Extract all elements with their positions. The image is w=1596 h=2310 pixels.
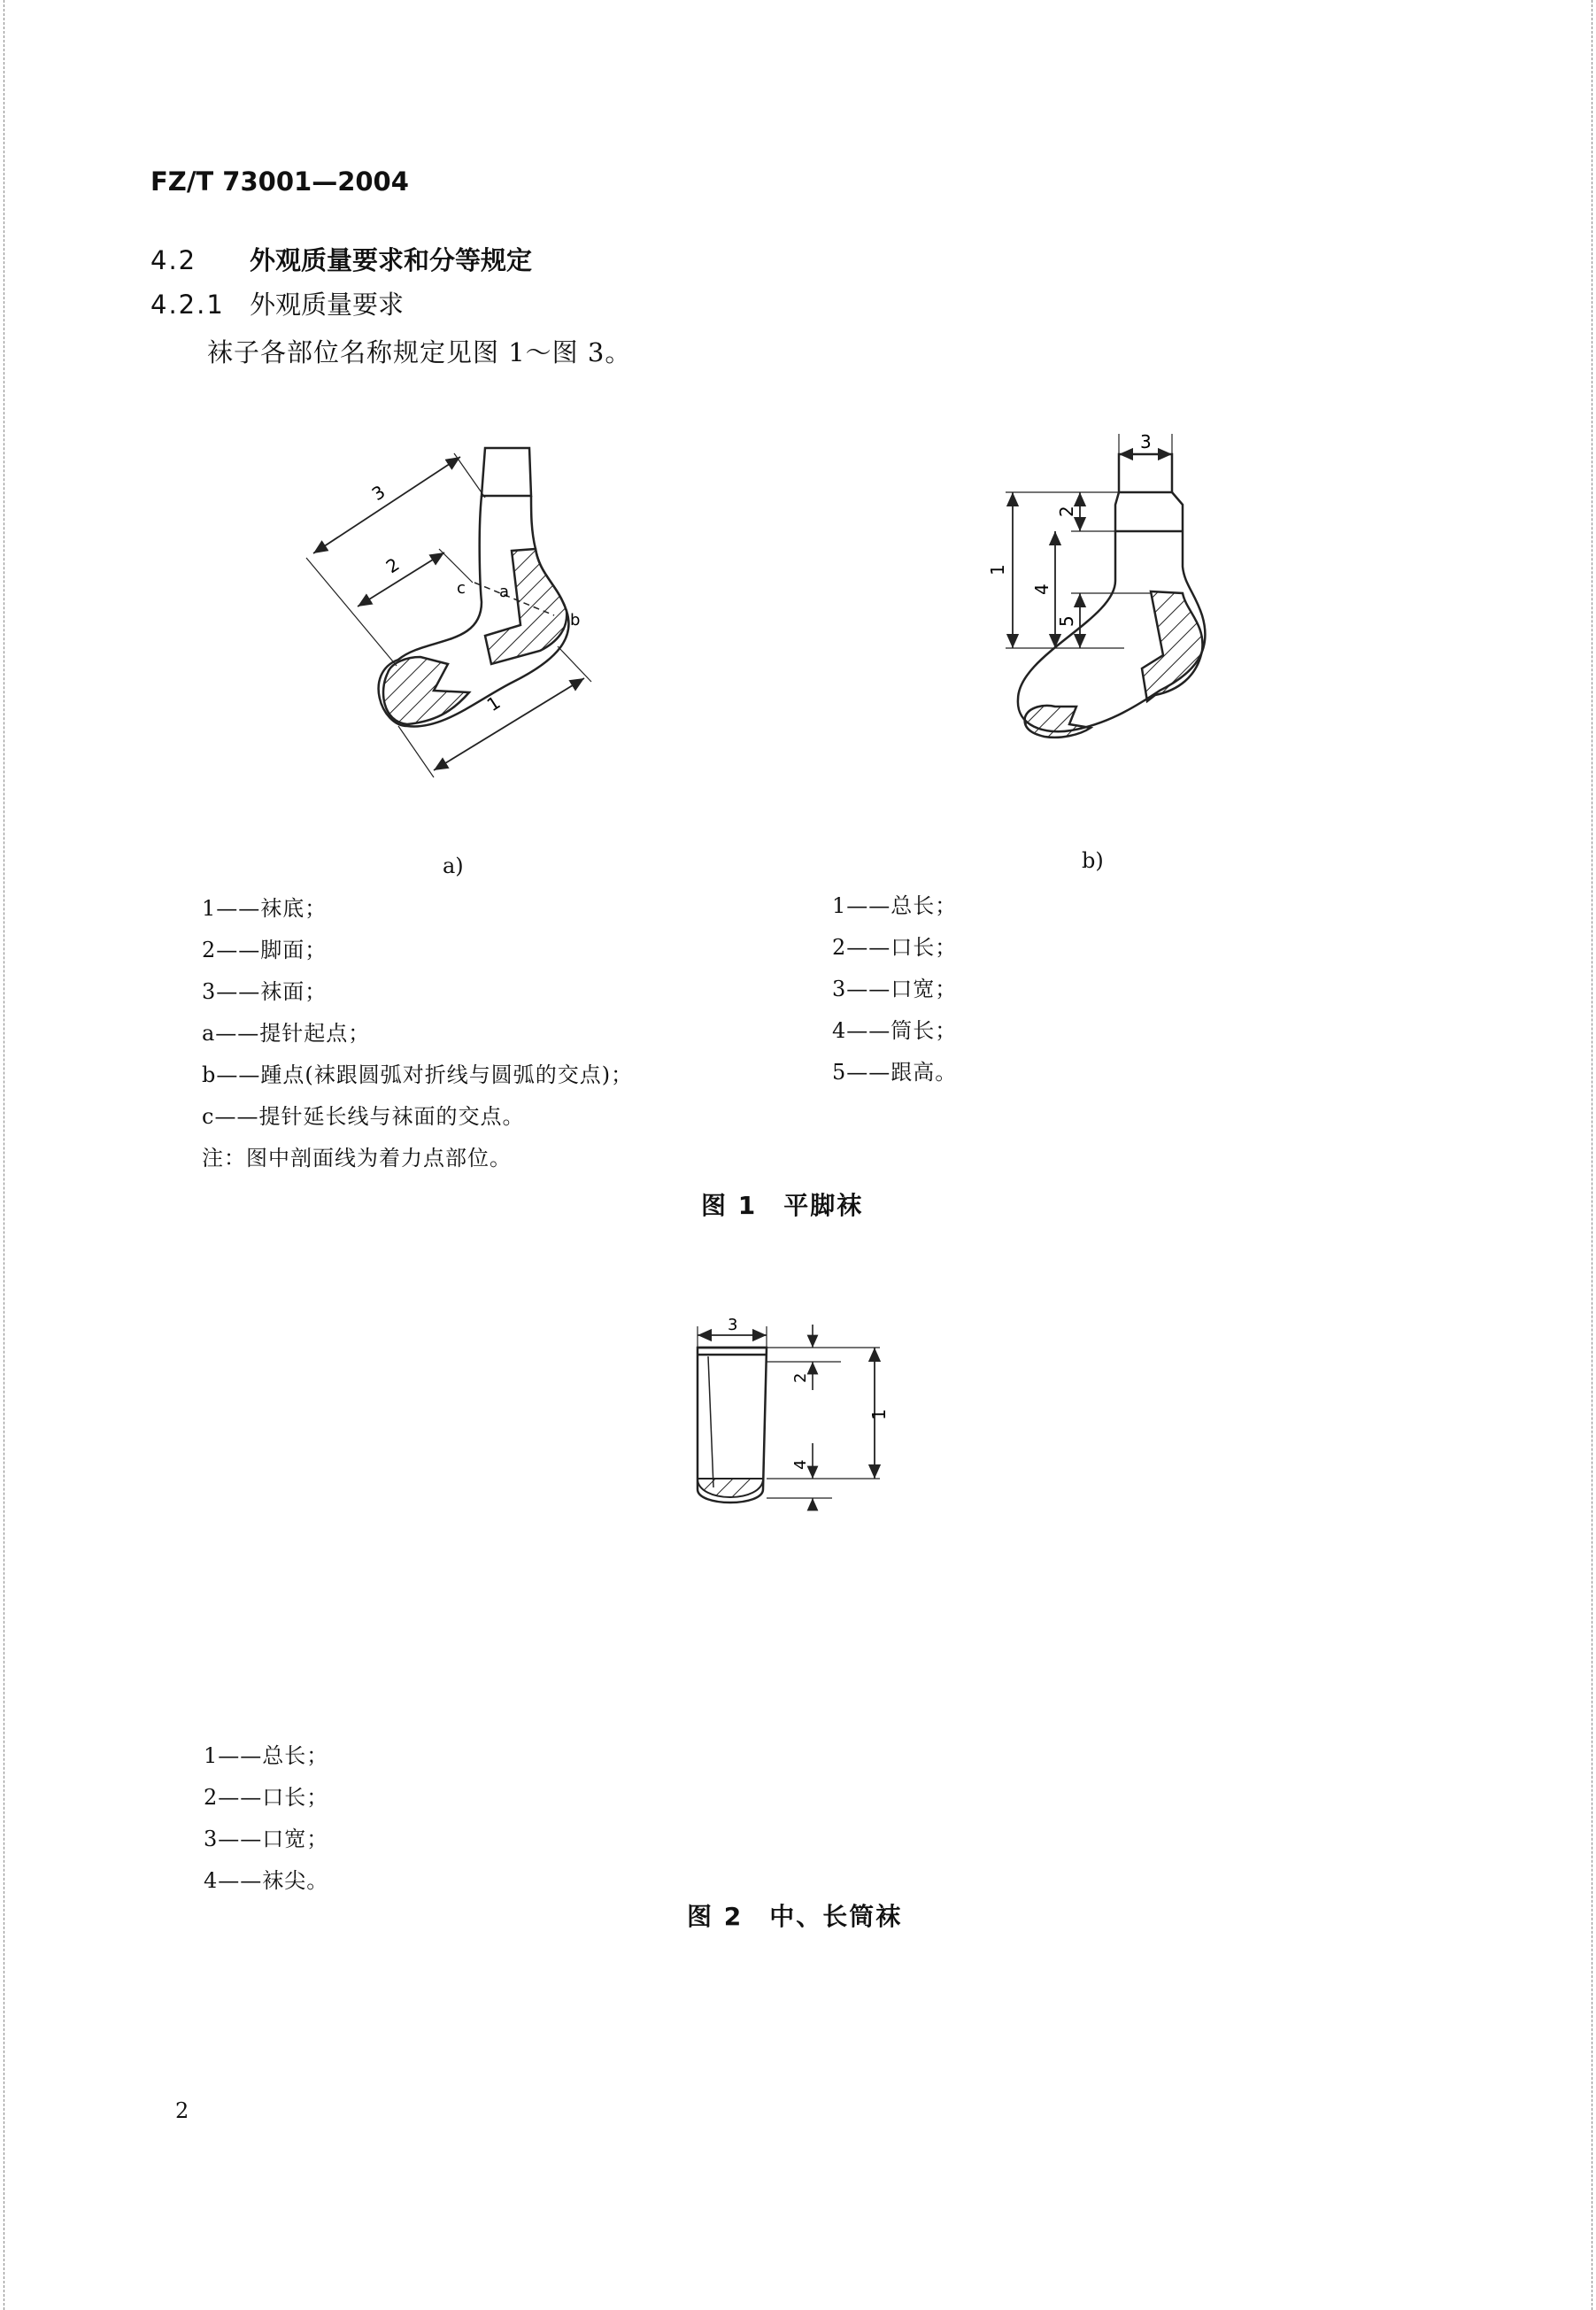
- figure-1b-legend: [832, 885, 957, 1093]
- figure-2-caption: 图 2 中、长筒袜: [687, 1902, 903, 1931]
- figure-1b-sock-diagram: [974, 425, 1239, 779]
- dim-label-2: 2: [382, 553, 404, 578]
- point-label-c: c: [457, 579, 466, 598]
- legend-item: b——踵点(袜跟圆弧对折线与圆弧的交点)；: [202, 1062, 634, 1087]
- dim-label-1: 1: [987, 564, 1008, 576]
- dim-label-2: 2: [1056, 506, 1077, 517]
- dim-label-5: 5: [1056, 615, 1077, 627]
- legend-item: 4——筒长；: [832, 1018, 958, 1043]
- section-4-2-heading: [150, 241, 532, 277]
- legend-item: 4——袜尖。: [204, 1868, 329, 1893]
- legend-item: a——提针起点；: [202, 1021, 371, 1046]
- figure-2-legend: [204, 1735, 328, 1902]
- legend-item: 2——口长；: [832, 935, 958, 960]
- page-number: 2: [175, 2098, 189, 2123]
- dim-label-3: 3: [1140, 431, 1152, 452]
- right-page-edge: [1592, 0, 1593, 2310]
- section-number: 4.2: [150, 245, 197, 275]
- dim-label-3: 3: [367, 481, 389, 506]
- section-number: 4.2.1: [150, 290, 225, 320]
- legend-item: 2——口长；: [204, 1785, 329, 1810]
- legend-item: 3——口宽；: [204, 1827, 329, 1851]
- legend-item: 1——总长；: [832, 893, 958, 918]
- figure-1-caption: 图 1 平脚袜: [701, 1191, 864, 1220]
- dim-label-1: 1: [868, 1409, 890, 1420]
- legend-item: 1——总长；: [204, 1743, 329, 1768]
- legend-item: 3——口宽；: [832, 977, 958, 1001]
- legend-item: 2——脚面；: [202, 938, 328, 962]
- figure-note: 注：图中剖面线为着力点部位。: [202, 1146, 512, 1170]
- section-title: 外观质量要求和分等规定: [250, 245, 533, 275]
- point-label-a: a: [499, 583, 510, 601]
- intro-paragraph: 袜子各部位名称规定见图 1～图 3。: [207, 337, 632, 367]
- section-4-2-1-heading: [150, 285, 404, 321]
- legend-item: 1——袜底；: [202, 896, 328, 921]
- dim-label-4: 4: [1031, 583, 1052, 595]
- standard-code: FZ/T 73001—2004: [150, 166, 409, 197]
- figure-1a-sock-diagram: [292, 425, 628, 806]
- figure-1a-label: a): [443, 854, 464, 878]
- figure-1b-label: b): [1082, 848, 1104, 873]
- legend-item: 3——袜面；: [202, 979, 328, 1004]
- legend-item: c——提针延长线与袜面的交点。: [202, 1104, 525, 1129]
- left-page-edge: [4, 0, 5, 2310]
- dim-label-1: 1: [482, 691, 505, 716]
- legend-item: 5——跟高。: [832, 1060, 958, 1085]
- dim-label-4: 4: [791, 1459, 810, 1470]
- dim-label-3: 3: [728, 1316, 738, 1334]
- figure-1a-legend: [202, 888, 633, 1179]
- point-label-b: b: [570, 611, 581, 630]
- figure-2-stocking-diagram: [682, 1302, 912, 1514]
- section-title: 外观质量要求: [250, 290, 405, 320]
- dim-label-2: 2: [791, 1372, 810, 1383]
